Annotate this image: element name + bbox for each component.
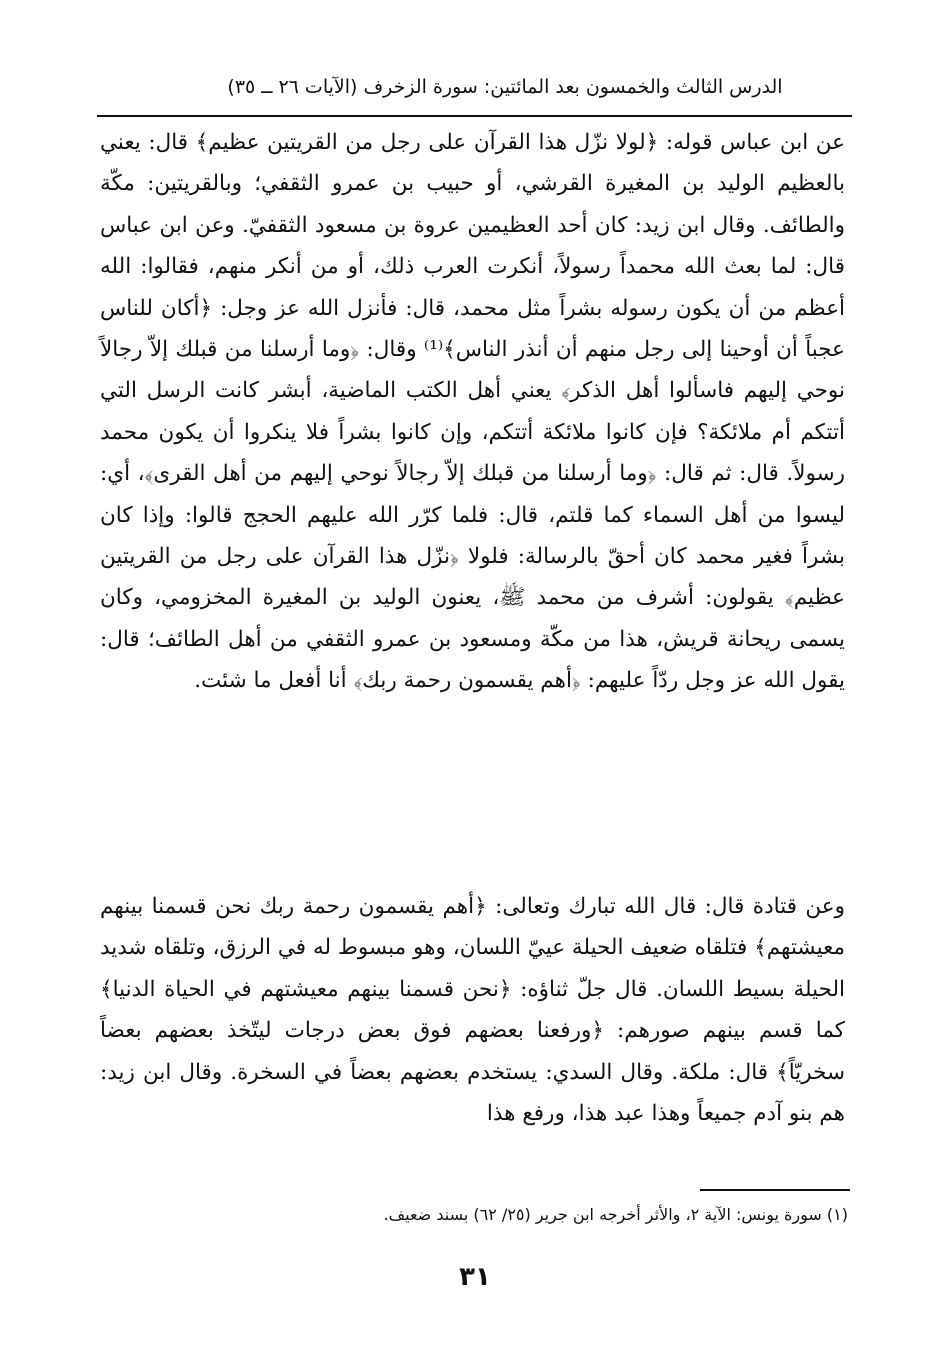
body-paragraph-2: وعن قتادة قال: قال الله تبارك وتعالى: ﴿أهم يقسمون رحمة ربك نحن قسمنا بينهم معيشتهم﴾ فتلقاه ضعيف الحيلة عييّ اللسان، وهو مبسوط له في الرزق، وتلقاه شديد الحيلة بسيط اللسان. قال جلّ ثناؤه: ﴿نحن قسمنا بينهم معيشتهم في الحياة الدنيا﴾ كما قسم بينهم صورهم: ﴿ورفعنا بعضهم فوق بعض درجات ليتّخذ بعضهم بعضاً سخريّاً﴾ قال: ملكة. وقال السدي: يستخدم بعضهم بعضاً في السخرة. وقال ابن زيد: هم بنو آدم جميعاً وهذا عبد هذا، ورفع هذا <box>100 894 845 1127</box>
header-divider <box>97 115 852 117</box>
page-number: ٣١ <box>459 1262 491 1292</box>
running-header: الدرس الثالث والخمسون بعد المائتين: سورة الزخرف (الآيات ٢٦ ــ ٣٥) <box>227 76 783 98</box>
body-paragraph-1: عن ابن عباس قوله: ﴿لولا نزّل هذا القرآن على رجل من القريتين عظيم﴾ قال: يعني بالعظيم الوليد بن المغيرة القرشي، أو حبيب بن عمرو الثقفي؛ وبالقريتين: مكّة والطائف. وقال ابن زيد: كان أحد العظيمين عروة بن مسعود الثقفيّ. وعن ابن عباس قال: لما بعث الله محمداً رسولاً، أنكرت العرب ذلك، أو من أنكر منهم، فقالوا: الله أعظم من أن يكون رسوله بشراً مثل محمد، قال: فأنزل الله عز وجل: ﴿أكان للناس عجباً أن أوحينا إلى رجل منهم أن أنذر الناس﴾⁽¹⁾ وقال: ﴿وما أرسلنا من قبلك إلاّ رجالاً نوحي إليهم فاسألوا أهل الذكر﴾ يعني أهل الكتب الماضية، أبشر كانت الرسل التي أتتكم أم ملائكة؟ فإن كانوا ملائكة أتتكم، وإن كانوا بشراً فلا ينكروا أن يكون محمد رسولاً. قال: ثم قال: ﴿وما أرسلنا من قبلك إلاّ رجالاً نوحي إليهم من أهل القرى﴾، أي: ليسوا من أهل السماء كما قلتم، قال: فلما كرّر الله عليهم الحجج قالوا: وإذا كان بشراً فغير محمد كان أحقّ بالرسالة: فلولا ﴿نزّل هذا القرآن على رجل من القريتين عظيم﴾ يقولون: أشرف من محمد ﷺ، يعنون الوليد بن المغيرة المخزومي، وكان يسمى ريحانة قريش، هذا من مكّة ومسعود بن عمرو الثقفي من أهل الطائف؛ قال: يقول الله عز وجل ردّاً عليهم: ﴿أهم يقسمون رحمة ربك﴾ أنا أفعل ما شئت. <box>100 130 845 694</box>
footnote: (١) سورة يونس: الآية ٢، والأثر أخرجه ابن جرير (٢٥/ ٦٢) بسند ضعيف. <box>383 1205 848 1224</box>
footnote-divider <box>700 1189 850 1191</box>
